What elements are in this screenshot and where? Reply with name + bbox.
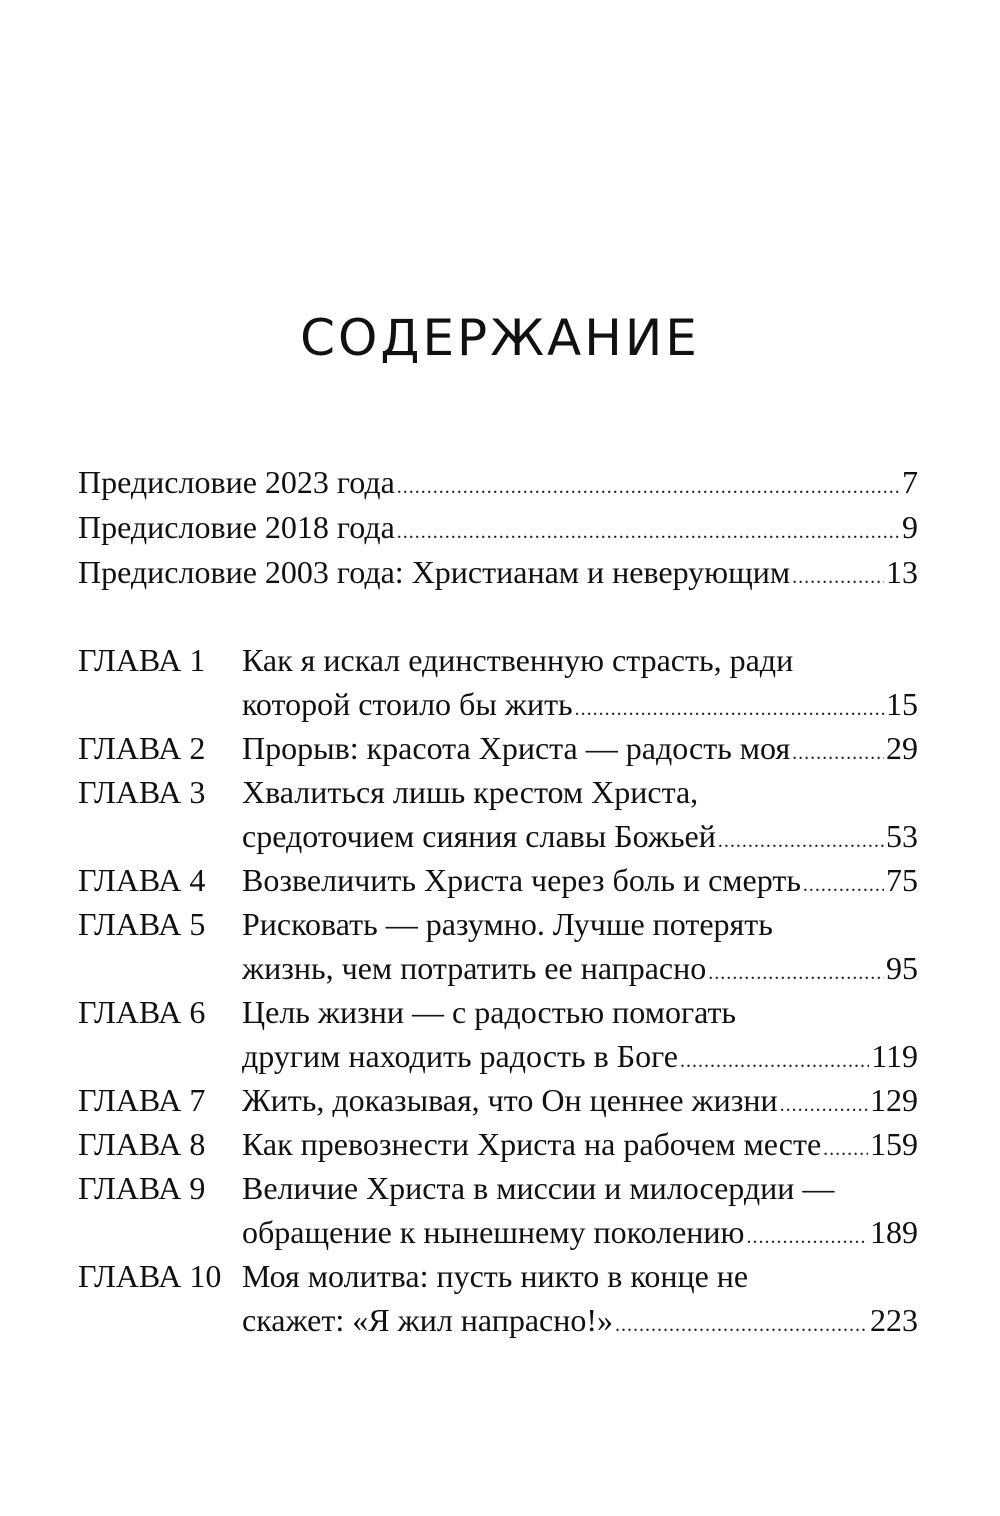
- toc-entry-chapter-5[interactable]: [78, 902, 918, 990]
- toc-page-number: 7: [902, 464, 918, 500]
- chapter-label: ГЛАВА 8: [78, 1126, 206, 1162]
- chapter-title-line-1: Моя молитва: пусть никто в конце не: [242, 1258, 749, 1294]
- dot-leader: [803, 863, 884, 907]
- dot-leader: [397, 465, 900, 509]
- toc-entry-chapter-8[interactable]: [78, 1122, 918, 1166]
- chapter-title-line-2: скажет: «Я жил напрасно!»: [242, 1302, 613, 1338]
- toc-page-number: 9: [902, 509, 918, 545]
- chapter-title-line-1: Цель жизни — с радостью помогать: [242, 994, 737, 1030]
- chapter-label: ГЛАВА 10: [78, 1258, 222, 1294]
- dot-leader: [708, 951, 884, 995]
- dot-leader: [397, 510, 900, 554]
- chapter-label: ГЛАВА 1: [78, 642, 206, 678]
- toc-page-number: 53: [886, 818, 918, 854]
- dot-leader: [680, 1039, 869, 1083]
- chapter-label: ГЛАВА 3: [78, 774, 206, 810]
- toc-page-number: 129: [870, 1082, 918, 1118]
- chapter-title-line-1: Хвалиться лишь крестом Христа,: [242, 774, 699, 810]
- toc-page-number: 15: [886, 686, 918, 722]
- chapter-title-line-1: Величие Христа в миссии и милосердии —: [242, 1170, 835, 1206]
- chapter-title-line-2: которой стоило бы жить: [242, 686, 573, 722]
- chapter-title-line-2: жизнь, чем потратить ее напрасно: [242, 950, 707, 986]
- toc-entry-chapter-9[interactable]: [78, 1166, 918, 1254]
- toc-entry-chapter-3[interactable]: [78, 770, 918, 858]
- toc-entry-chapter-7[interactable]: [78, 1078, 918, 1122]
- toc-entry-chapter-2[interactable]: [78, 726, 918, 770]
- chapter-label: ГЛАВА 9: [78, 1170, 206, 1206]
- dot-leader: [746, 1215, 868, 1259]
- toc-entry-chapter-1[interactable]: [78, 638, 918, 726]
- dot-leader: [792, 555, 884, 599]
- toc-page-number: 223: [870, 1302, 918, 1338]
- toc-entry-title: Предисловие 2023 года: [78, 464, 395, 500]
- dot-leader: [718, 819, 884, 863]
- toc-page-number: 119: [871, 1038, 918, 1074]
- chapter-label: ГЛАВА 4: [78, 862, 206, 898]
- toc-page-number: 75: [886, 862, 918, 898]
- chapter-list: [78, 638, 918, 1342]
- chapter-label: ГЛАВА 6: [78, 994, 206, 1030]
- chapter-title-line-1: Прорыв: красота Христа — радость моя: [242, 730, 791, 766]
- toc-page-number: 159: [870, 1126, 918, 1162]
- toc-page-number: 13: [886, 554, 918, 590]
- toc-entry-preface-2018[interactable]: [78, 505, 918, 550]
- dot-leader: [823, 1127, 868, 1171]
- toc-entry-title: Предисловие 2003 года: Христианам и неверующим: [78, 554, 791, 590]
- dot-leader: [792, 731, 884, 775]
- chapter-title-line-1: Как я искал единственную страсть, ради: [242, 642, 794, 678]
- dot-leader: [615, 1303, 868, 1347]
- toc-page-number: 29: [886, 730, 918, 766]
- chapter-title-line-1: Рисковать — разумно. Лучше потерять: [242, 906, 773, 942]
- chapter-title-line-1: Возвеличить Христа через боль и смерть: [242, 862, 801, 898]
- page-title: СОДЕРЖАНИЕ: [300, 309, 700, 367]
- chapter-label: ГЛАВА 7: [78, 1082, 206, 1118]
- toc-entry-title: Предисловие 2018 года: [78, 509, 395, 545]
- toc-page-number: 189: [870, 1214, 918, 1250]
- chapter-title-line-2: средоточием сияния славы Божьей: [242, 818, 716, 854]
- chapter-title-line-2: другим находить радость в Боге: [242, 1038, 678, 1074]
- dot-leader: [575, 687, 884, 731]
- chapter-title-line-2: обращение к нынешнему поколению: [242, 1214, 745, 1250]
- dot-leader: [780, 1083, 868, 1127]
- chapter-label: ГЛАВА 5: [78, 906, 206, 942]
- chapter-title-line-1: Как превознести Христа на рабочем месте: [242, 1126, 822, 1162]
- toc-entry-chapter-4[interactable]: [78, 858, 918, 902]
- toc-entry-preface-2003[interactable]: [78, 550, 918, 595]
- preface-list: [78, 460, 918, 595]
- toc-entry-chapter-6[interactable]: [78, 990, 918, 1078]
- chapter-title-line-1: Жить, доказывая, что Он ценнее жизни: [242, 1082, 778, 1118]
- toc-entry-preface-2023[interactable]: [78, 460, 918, 505]
- toc-page-number: 95: [886, 950, 918, 986]
- toc-entry-chapter-10[interactable]: [78, 1254, 918, 1342]
- chapter-label: ГЛАВА 2: [78, 730, 206, 766]
